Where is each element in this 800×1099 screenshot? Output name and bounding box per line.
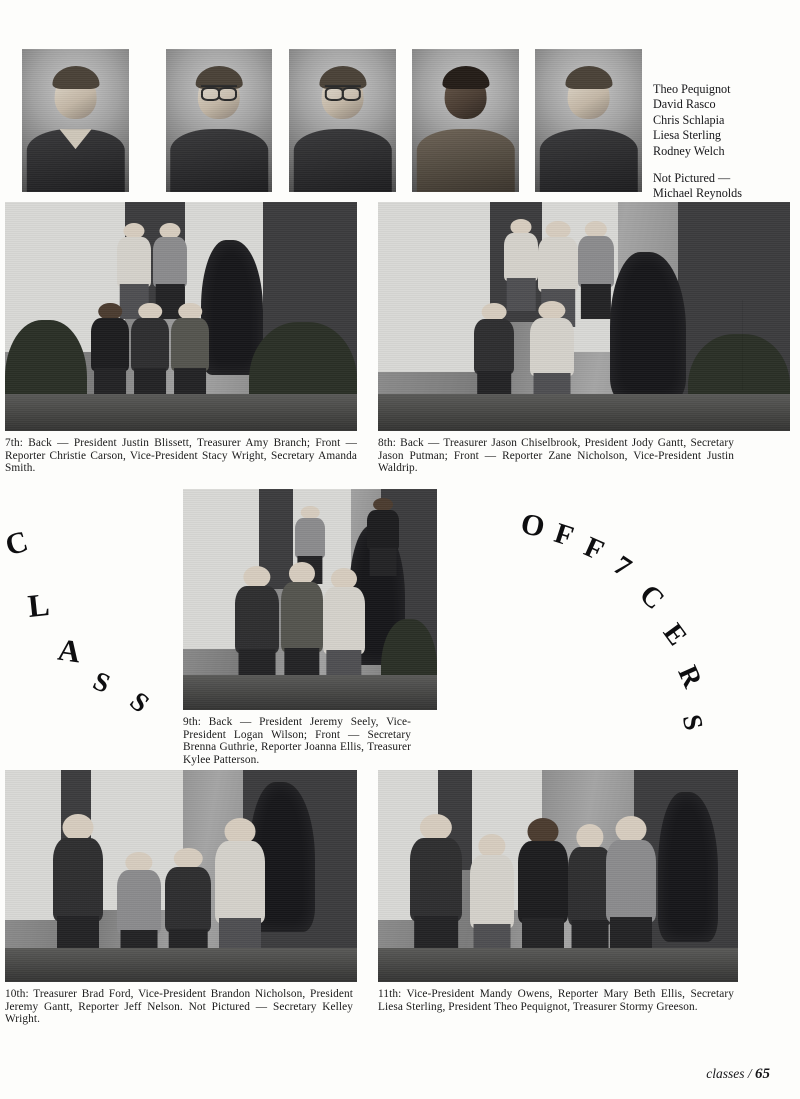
folio-label: classes / xyxy=(706,1066,752,1081)
caption-grade-11: 11th: Vice-President Mandy Owens, Reporter Mary Beth Ellis, Secretary Liesa Sterling, President Theo Pequignot, Treasurer Stormy Greeson. xyxy=(378,988,734,1013)
group-photo-grade-10 xyxy=(5,770,357,982)
group-photo-grade-7 xyxy=(5,202,357,431)
group-photo-grade-8 xyxy=(378,202,790,431)
decor-letter: O xyxy=(517,506,548,545)
decor-letter: 7 xyxy=(607,549,637,584)
caption-grade-9: 9th: Back — President Jeremy Seely, Vice-President Logan Wilson; Front — Secretary Brenna Guthrie, Reporter Joanna Ellis, Treasurer Kylee Patterson. xyxy=(183,716,411,766)
photo-grain xyxy=(378,770,738,982)
decor-letter: C xyxy=(1,524,32,563)
name-list-item: Rodney Welch xyxy=(653,143,725,158)
folio-number: 65 xyxy=(755,1066,770,1082)
photo-grain xyxy=(412,49,519,192)
portrait-photo-4 xyxy=(412,49,519,192)
decor-letter: S xyxy=(676,711,710,733)
decor-letter: S xyxy=(88,665,115,699)
decor-letter: R xyxy=(671,661,708,693)
decor-word-officers xyxy=(515,495,745,760)
photo-grain xyxy=(183,489,437,710)
decor-letter: S xyxy=(124,685,156,719)
decor-letter: F xyxy=(579,530,609,568)
photo-grain xyxy=(289,49,396,192)
photo-grain xyxy=(22,49,129,192)
decor-word-class xyxy=(0,515,180,755)
name-list-item: David Rasco xyxy=(653,97,716,112)
caption-grade-10: 10th: Treasurer Brad Ford, Vice-President Brandon Nicholson, President Jeremy Gantt, Reporter Jeff Nelson. Not Pictured — Secretary Kelley Wright. xyxy=(5,988,353,1026)
spacer xyxy=(653,159,788,171)
name-list-item: Liesa Sterling xyxy=(653,128,722,143)
photo-grain xyxy=(5,770,357,982)
photo-grain xyxy=(378,202,790,431)
decor-letter: L xyxy=(26,585,52,625)
name-list-item: Chris Schlapia xyxy=(653,112,725,127)
not-pictured-heading: Not Pictured — xyxy=(653,171,731,186)
decor-letter: A xyxy=(55,631,83,670)
not-pictured-name: Michael Reynolds xyxy=(653,186,743,201)
decor-letter: F xyxy=(550,517,578,553)
portrait-photo-3 xyxy=(289,49,396,192)
group-photo-grade-11 xyxy=(378,770,738,982)
decor-letter: E xyxy=(656,618,693,652)
photo-grain xyxy=(166,49,272,192)
photo-grain xyxy=(5,202,357,431)
name-list xyxy=(653,82,788,202)
page-folio xyxy=(706,1066,770,1083)
photo-grain xyxy=(535,49,642,192)
portrait-photo-1 xyxy=(22,49,129,192)
decor-letter: C xyxy=(633,578,671,616)
page-crease xyxy=(742,300,743,390)
caption-grade-7: 7th: Back — President Justin Blissett, Treasurer Amy Branch; Front — Reporter Christie Carson, Vice-President Stacy Wright, Secretary Amanda Smith. xyxy=(5,437,357,475)
portrait-photo-5 xyxy=(535,49,642,192)
caption-grade-8: 8th: Back — Treasurer Jason Chiselbrook, President Jody Gantt, Secretary Jason Putman; Front — Reporter Zane Nicholson, Vice-President Justin Waldrip. xyxy=(378,437,734,475)
group-photo-grade-9 xyxy=(183,489,437,710)
portrait-photo-2 xyxy=(166,49,272,192)
name-list-item: Theo Pequignot xyxy=(653,82,731,96)
